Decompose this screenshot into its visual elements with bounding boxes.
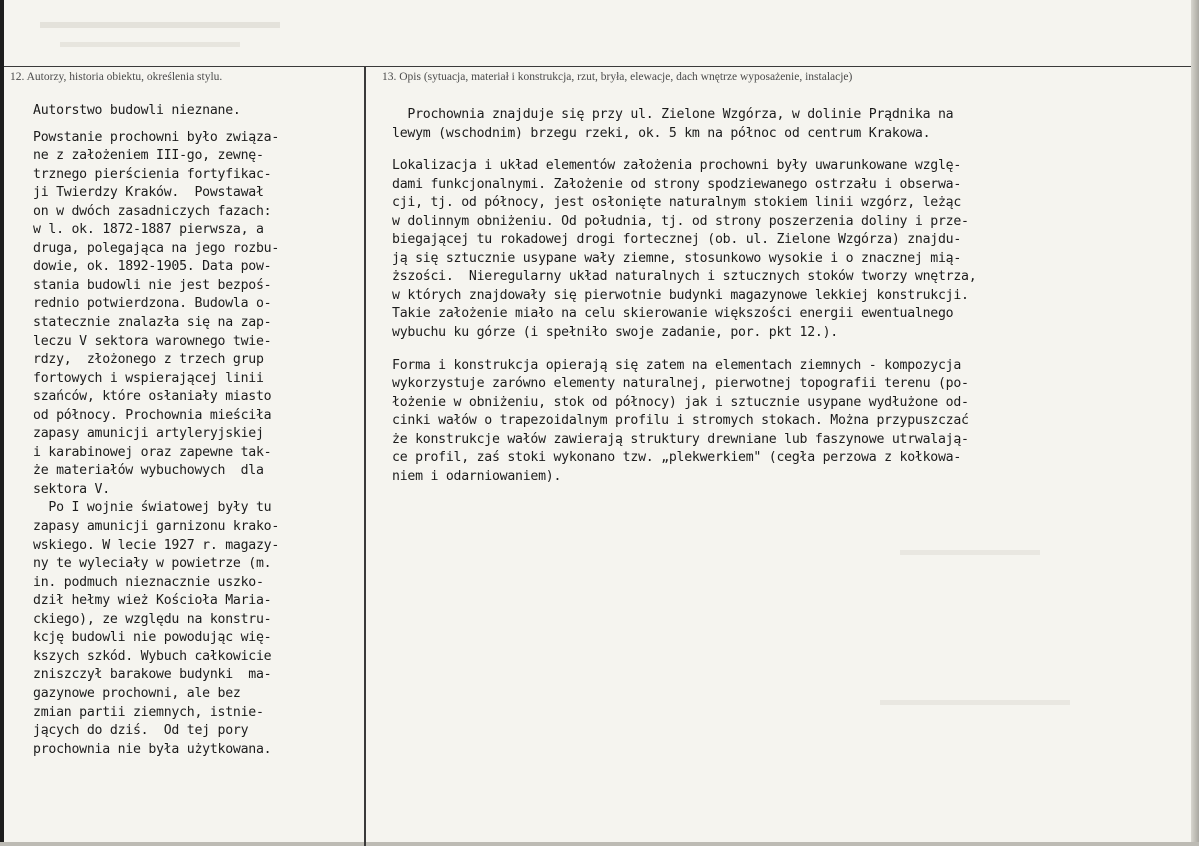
text-line: ce profil, zaś stoki wykonano tzw. „plekwerkiem" (cegła perzowa z kołkowa-	[392, 450, 962, 466]
header-divider	[4, 66, 1191, 67]
text-line: w l. ok. 1872-1887 pierwsza, a	[33, 222, 264, 238]
text-line: niem i odarniowaniem).	[392, 468, 562, 484]
text-line: Takie założenie miało na celu skierowanie większości energii ewentualnego	[392, 306, 954, 322]
text-line: rdzy, złożonego z trzech grup	[33, 352, 264, 368]
text-line: ją się sztucznie usypane wały ziemne, stosunkowo wysokie i o znacznej mią-	[392, 250, 962, 266]
text-line: w których znajdowały się pierwotnie budynki magazynowe lekkiej konstrukcji.	[392, 287, 969, 303]
bleed-through-mark	[900, 550, 1040, 555]
text-line: gazynowe prochowni, ale bez	[33, 685, 241, 701]
text-line: wykorzystuje zarówno elementy naturalnej, pierwotnej topografii terenu (po-	[392, 376, 969, 392]
text-line: cinki wałów o trapezoidalnym profilu i stromych stokach. Można przypuszczać	[392, 413, 969, 429]
text-line: cji, tj. od północy, jest osłonięte naturalnym stokiem linii wzgórz, leżąc	[392, 195, 962, 211]
authors-history-column	[33, 102, 363, 759]
text-line: wybuchu ku górze (i spełniło swoje zadanie, por. pkt 12.).	[392, 325, 838, 341]
layout-paragraph	[392, 157, 1182, 342]
column-divider	[364, 66, 366, 846]
text-line: Powstanie prochowni było związa-	[33, 129, 280, 145]
text-line: kcję budowli nie powodując wię-	[33, 630, 272, 646]
text-line: kszych szkód. Wybuch całkowicie	[33, 648, 272, 664]
text-line: w dolinnym obniżeniu. Od południa, tj. od strony poszerzenia doliny i prze-	[392, 213, 969, 229]
text-line: druga, polegająca na jego rozbu-	[33, 240, 280, 256]
text-line: i karabinowej oraz zapewne tak-	[33, 444, 272, 460]
text-line: Prochownia znajduje się przy ul. Zielone Wzgórza, w dolinie Prądnika na	[392, 107, 954, 122]
text-line: zapasy amunicji artyleryjskiej	[33, 426, 264, 442]
section-13-header: 13. Opis (sytuacja, materiał i konstrukcja, rzut, bryła, elewacje, dach wnętrze wyposażenie, instalacje)	[382, 71, 853, 83]
location-paragraph	[392, 106, 1182, 143]
page-bottom-edge	[0, 842, 1199, 846]
text-line: statecznie znalazła się na zap-	[33, 315, 272, 331]
bleed-through-mark	[40, 22, 280, 28]
text-line: ne z założeniem III-go, zewnę-	[33, 148, 264, 164]
text-line: dził hełmy wież Kościoła Maria-	[33, 593, 272, 609]
text-line: on w dwóch zasadniczych fazach:	[33, 203, 272, 219]
text-line: zapasy amunicji garnizonu krako-	[33, 519, 280, 535]
text-line: wskiego. W lecie 1927 r. magazy-	[33, 537, 280, 553]
text-line: Po I wojnie światowej były tu	[33, 500, 272, 516]
text-line: od północy. Prochownia mieściła	[33, 407, 272, 423]
bleed-through-mark	[880, 700, 1070, 705]
construction-paragraph	[392, 357, 1182, 487]
text-line: że konstrukcje wałów zawierają struktury drewniane lub faszynowe utrwalają-	[392, 431, 969, 447]
text-line: szańców, które osłaniały miasto	[33, 389, 272, 405]
text-line: leczu V sektora warownego twie-	[33, 333, 272, 349]
text-line: jących do dziś. Od tej pory	[33, 723, 249, 739]
authorship-line: Autorstwo budowli nieznane.	[33, 103, 241, 118]
page-left-edge	[0, 0, 4, 846]
text-line: fortowych i wspierającej linii	[33, 370, 264, 386]
text-line: łożenie w obniżeniu, stok od północy) jak i sztucznie usypane wydłużone od-	[392, 394, 969, 410]
text-line: sektora V.	[33, 481, 110, 497]
text-line: zmian partii ziemnych, istnie-	[33, 704, 264, 720]
text-line: lewym (wschodnim) brzegu rzeki, ok. 5 km na północ od centrum Krakowa.	[392, 125, 931, 141]
history-paragraph-2	[33, 499, 363, 759]
text-line: biegającej tu rokadowej drogi fortecznej (ob. ul. Zielone Wzgórza) znajdu-	[392, 232, 962, 248]
bleed-through-mark	[60, 42, 240, 47]
text-line: prochownia nie była użytkowana.	[33, 741, 272, 757]
text-line: Lokalizacja i układ elementów założenia prochowni były uwarunkowane wzglę-	[392, 158, 962, 174]
section-12-header: 12. Autorzy, historia obiektu, określenia stylu.	[10, 71, 223, 83]
page-right-edge	[1191, 0, 1199, 846]
history-paragraph-1	[33, 129, 363, 500]
text-line: zniszczył barakowe budynki ma-	[33, 667, 272, 683]
text-line: że materiałów wybuchowych dla	[33, 463, 264, 479]
text-line: stania budowli nie jest bezpoś-	[33, 277, 272, 293]
text-line: in. podmuch nieznacznie uszko-	[33, 574, 264, 590]
text-line: rednio potwierdzona. Budowla o-	[33, 296, 272, 312]
text-line: ckiego), ze względu na konstru-	[33, 611, 272, 627]
text-line: dami funkcjonalnymi. Założenie od strony spodziewanego ostrzału i obserwa-	[392, 176, 962, 192]
text-line: ji Twierdzy Kraków. Powstawał	[33, 185, 264, 201]
text-line: Forma i konstrukcja opierają się zatem na elementach ziemnych - kompozycja	[392, 357, 962, 373]
text-line: dowie, ok. 1892-1905. Data pow-	[33, 259, 272, 275]
description-column	[392, 106, 1182, 486]
text-line: ższości. Nieregularny układ naturalnych i sztucznych stoków tworzy wnętrza,	[392, 269, 977, 285]
text-line: trznego pierścienia fortyfikac-	[33, 166, 272, 182]
text-line: ny te wyleciały w powietrze (m.	[33, 556, 272, 572]
